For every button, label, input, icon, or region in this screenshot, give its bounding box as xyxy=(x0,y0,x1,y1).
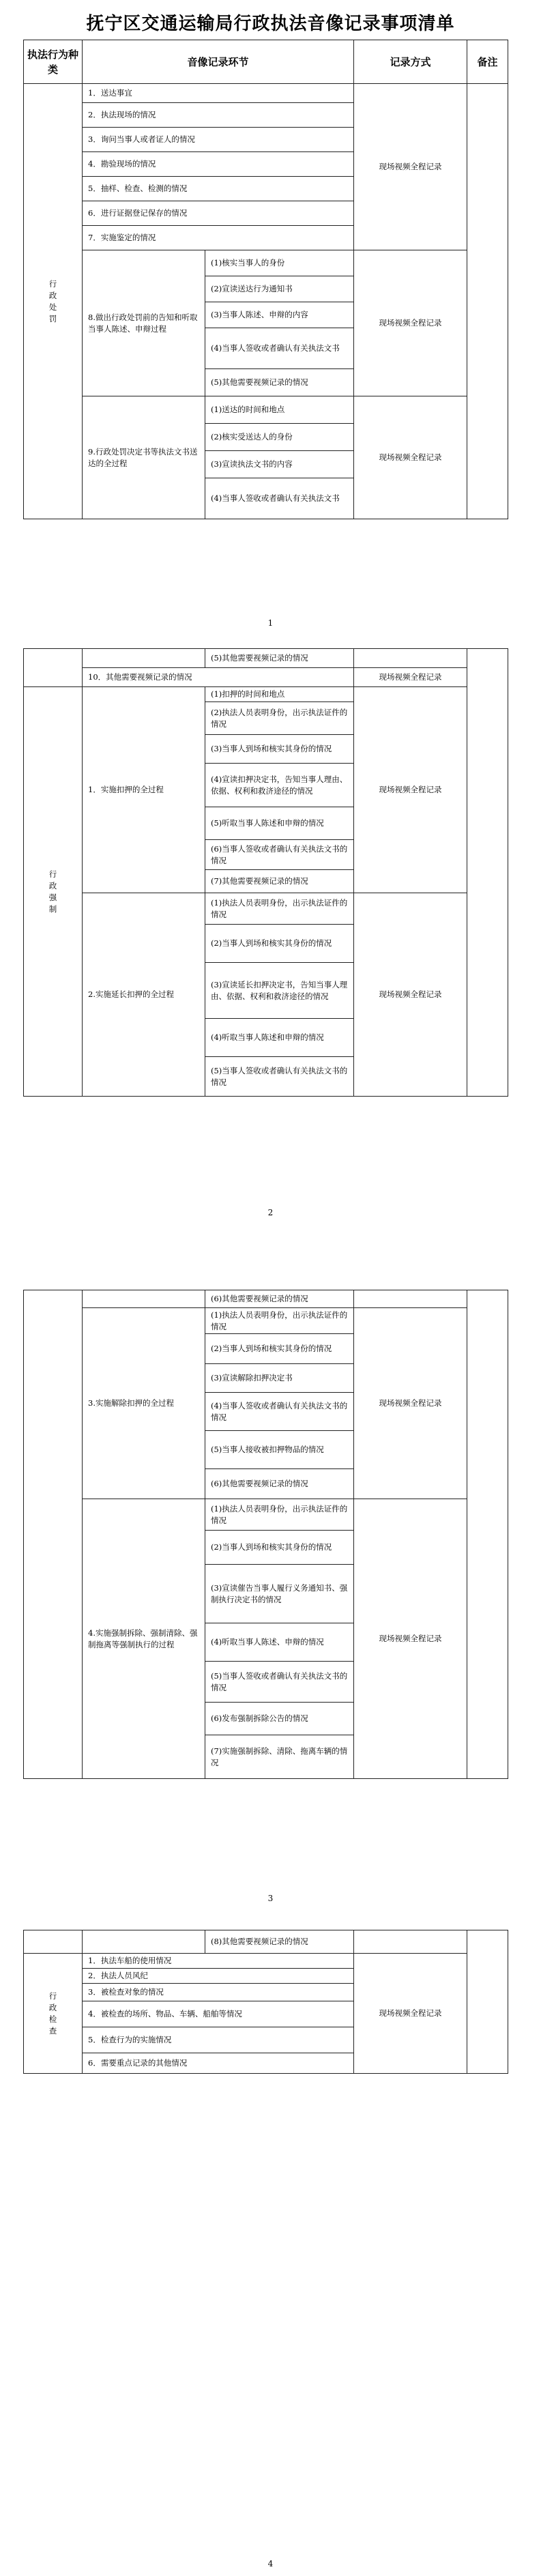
table-page-3 xyxy=(23,1290,508,1779)
list-item: 4.实施强制拆除、强制清除、强制拖离等强制执行的过程 xyxy=(83,1499,205,1779)
list-item: 4．被检查的场所、物品、车辆、船舶等情况 xyxy=(83,2001,354,2027)
record-method: 现场视频全程记录 xyxy=(354,1308,467,1499)
category-administrative-penalty: 行 政 处 罚 xyxy=(24,84,83,519)
remarks-cell xyxy=(467,1930,508,2074)
sub-item: (1)执法人员表明身份，出示执法证件的情况 xyxy=(205,1308,354,1334)
list-item: 8.做出行政处罚前的告知和听取当事人陈述、申辩过程 xyxy=(83,250,205,396)
sub-item: (6)其他需要视频记录的情况 xyxy=(205,1469,354,1499)
record-method: 现场视频全程记录 xyxy=(354,893,467,1097)
remarks-cell xyxy=(467,84,508,519)
sub-item: (3)宣读执法文书的内容 xyxy=(205,451,354,478)
header-remarks: 备注 xyxy=(467,40,508,84)
sub-item: (4)当事人签收或者确认有关执法文书的情况 xyxy=(205,1393,354,1431)
list-item: 5．检查行为的实施情况 xyxy=(83,2027,354,2053)
record-method: 现场视频全程记录 xyxy=(354,668,467,687)
sub-item: (2)宣读送达行为通知书 xyxy=(205,276,354,302)
list-item: 2．执法现场的情况 xyxy=(83,103,354,128)
sub-item: (1)送达的时间和地点 xyxy=(205,396,354,424)
sub-item: (7)其他需要视频记录的情况 xyxy=(205,870,354,893)
list-item: 5．抽样、检查、检测的情况 xyxy=(83,177,354,201)
list-item: 7．实施鉴定的情况 xyxy=(83,226,354,250)
header-action-type: 执法行为种类 xyxy=(24,40,83,84)
sub-item: (4)听取当事人陈述、申辩的情况 xyxy=(205,1623,354,1662)
sub-item: (3)宣读延长扣押决定书，告知当事人理由、依据、权利和救济途径的情况 xyxy=(205,963,354,1019)
sub-item: (1)执法人员表明身份，出示执法证件的情况 xyxy=(205,1499,354,1531)
remarks-cell xyxy=(467,649,508,1097)
sub-item: (3)宣读解除扣押决定书 xyxy=(205,1364,354,1393)
category-cell-continued xyxy=(24,1290,83,1779)
item-cell-continued xyxy=(83,1290,205,1308)
list-item: 3．询问当事人或者证人的情况 xyxy=(83,128,354,152)
record-method: 现场视频全程记录 xyxy=(354,250,467,396)
sub-item: (2)当事人到场和核实其身份的情况 xyxy=(205,1531,354,1565)
sub-item: (6)其他需要视频记录的情况 xyxy=(205,1290,354,1308)
sub-item: (2)当事人到场和核实其身份的情况 xyxy=(205,925,354,963)
sub-item: (4)听取当事人陈述和申辩的情况 xyxy=(205,1019,354,1057)
sub-item: (5)当事人接收被扣押物品的情况 xyxy=(205,1431,354,1469)
list-item: 1．实施扣押的全过程 xyxy=(83,687,205,893)
sub-item: (3)当事人陈述、申辩的内容 xyxy=(205,302,354,328)
list-item: 3.实施解除扣押的全过程 xyxy=(83,1308,205,1499)
header-record-method: 记录方式 xyxy=(354,40,467,84)
list-item: 1．执法车船的使用情况 xyxy=(83,1954,354,1969)
record-method: 现场视频全程记录 xyxy=(354,1954,467,2074)
sub-item: (6)发布强制拆除公告的情况 xyxy=(205,1703,354,1735)
page-number: 4 xyxy=(267,2559,274,2568)
record-method: 现场视频全程记录 xyxy=(354,84,467,250)
sub-item: (6)当事人签收或者确认有关执法文书的情况 xyxy=(205,840,354,870)
remarks-cell xyxy=(467,1290,508,1779)
method-cell-continued xyxy=(354,1930,467,1954)
sub-item: (5)其他需要视频记录的情况 xyxy=(205,649,354,668)
item-cell-continued xyxy=(83,649,205,668)
list-item: 2．执法人员风纪 xyxy=(83,1969,354,1984)
method-cell-continued xyxy=(354,1290,467,1308)
sub-item: (1)执法人员表明身份，出示执法证件的情况 xyxy=(205,893,354,925)
item-cell-continued xyxy=(83,1930,205,1954)
sub-item: (2)当事人到场和核实其身份的情况 xyxy=(205,1334,354,1364)
category-cell-continued xyxy=(24,649,83,687)
table-page-1 xyxy=(23,40,508,519)
page-number: 1 xyxy=(267,618,274,628)
table-page-2 xyxy=(23,648,508,1097)
sub-item: (1)扣押的时间和地点 xyxy=(205,687,354,702)
sub-item: (5)其他需要视频记录的情况 xyxy=(205,369,354,396)
sub-item: (4)当事人签收或者确认有关执法文书 xyxy=(205,478,354,519)
page-number: 3 xyxy=(267,1894,274,1903)
sub-item: (4)当事人签收或者确认有关执法文书 xyxy=(205,328,354,369)
record-method: 现场视频全程记录 xyxy=(354,687,467,893)
page-title: 抚宁区交通运输局行政执法音像记录事项清单 xyxy=(86,14,455,34)
sub-item: (2)核实受送达人的身份 xyxy=(205,424,354,451)
list-item: 10．其他需要视频记录的情况 xyxy=(83,668,354,687)
table-page-4 xyxy=(23,1930,508,2074)
sub-item: (5)听取当事人陈述和申辩的情况 xyxy=(205,807,354,840)
sub-item: (8)其他需要视频记录的情况 xyxy=(205,1930,354,1954)
page-number: 2 xyxy=(267,1208,274,1217)
sub-item: (1)核实当事人的身份 xyxy=(205,250,354,276)
category-administrative-inspection: 行 政 检 查 xyxy=(24,1954,83,2074)
sub-item: (3)宣读催告当事人履行义务通知书、强制执行决定书的情况 xyxy=(205,1565,354,1623)
sub-item: (7)实施强制拆除、清除、拖离车辆的情况 xyxy=(205,1735,354,1779)
method-cell-continued xyxy=(354,649,467,668)
list-item: 4．勘验现场的情况 xyxy=(83,152,354,177)
list-item: 9.行政处罚决定书等执法文书送达的全过程 xyxy=(83,396,205,519)
list-item: 6．需要重点记录的其他情况 xyxy=(83,2053,354,2074)
sub-item: (4)宣读扣押决定书，告知当事人理由、依据、权利和救济途径的情况 xyxy=(205,764,354,807)
list-item: 1．送达事宜 xyxy=(83,84,354,103)
list-item: 6．进行证据登记保存的情况 xyxy=(83,201,354,226)
sub-item: (5)当事人签收或者确认有关执法文书的情况 xyxy=(205,1662,354,1703)
header-record-stage: 音像记录环节 xyxy=(83,40,354,84)
category-administrative-coercion: 行 政 强 制 xyxy=(24,687,83,1097)
record-method: 现场视频全程记录 xyxy=(354,1499,467,1779)
sub-item: (2)执法人员表明身份，出示执法证件的情况 xyxy=(205,702,354,735)
record-method: 现场视频全程记录 xyxy=(354,396,467,519)
sub-item: (3)当事人到场和核实其身份的情况 xyxy=(205,735,354,764)
sub-item: (5)当事人签收或者确认有关执法文书的情况 xyxy=(205,1057,354,1097)
category-cell-continued xyxy=(24,1930,83,1954)
list-item: 3．被检查对象的情况 xyxy=(83,1984,354,2001)
list-item: 2.实施延长扣押的全过程 xyxy=(83,893,205,1097)
